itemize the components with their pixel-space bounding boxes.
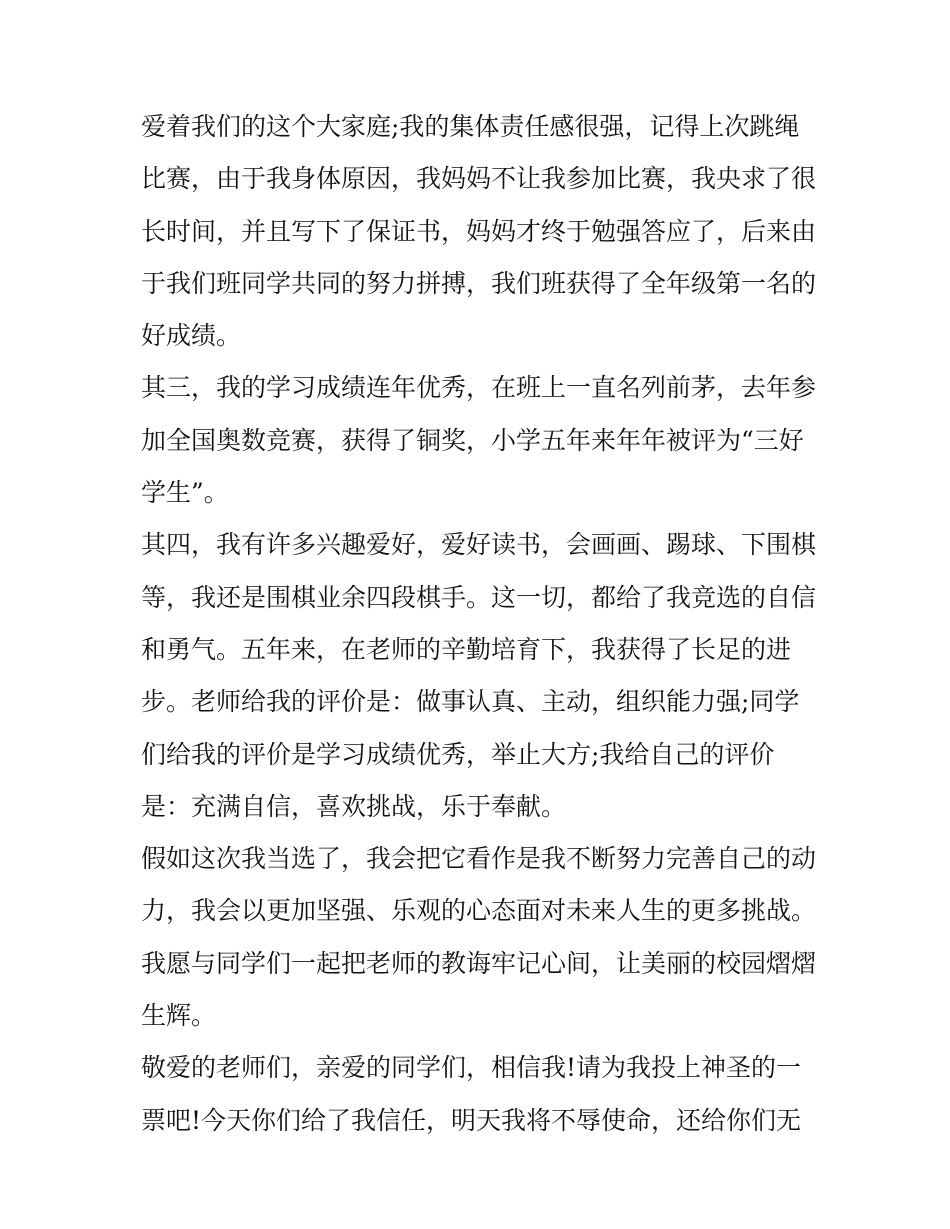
text-line: 力，我会以更加坚强、乐观的心态面对未来人生的更多挑战。	[141, 896, 817, 926]
text-line: 学生”。	[141, 478, 229, 508]
text-line: 比赛，由于我身体原因，我妈妈不让我参加比赛，我央求了很	[141, 164, 817, 194]
text-line: 和勇气。五年来，在老师的辛勤培育下，我获得了长足的进	[141, 634, 792, 664]
text-line: 长时间，并且写下了保证书，妈妈才终于勉强答应了，后来由	[141, 216, 817, 246]
text-line: 步。老师给我的评价是：做事认真、主动，组织能力强;同学	[141, 687, 800, 717]
text-line: 生辉。	[141, 1001, 217, 1031]
text-line: 等，我还是围棋业余四段棋手。这一切，都给了我竞选的自信	[141, 582, 817, 612]
text-line: 假如这次我当选了，我会把它看作是我不断努力完善自己的动	[141, 844, 817, 874]
text-line: 票吧!今天你们给了我信任，明天我将不辱使命，还给你们无	[141, 1105, 802, 1135]
text-line: 爱着我们的这个大家庭;我的集体责任感很强，记得上次跳绳	[141, 112, 800, 141]
body-text	[141, 101, 821, 1147]
text-line: 好成绩。	[141, 321, 242, 351]
text-line: 于我们班同学共同的努力拼搏，我们班获得了全年级第一名的	[141, 268, 817, 298]
text-line: 加全国奥数竞赛，获得了铜奖，小学五年来年年被评为“三好	[141, 425, 804, 455]
text-line: 是：充满自信，喜欢挑战，乐于奉献。	[141, 791, 567, 821]
text-line: 其三，我的学习成绩连年优秀，在班上一直名列前茅，去年参	[141, 373, 817, 403]
text-line: 我愿与同学们一起把老师的教诲牢记心间，让美丽的校园熠熠	[141, 948, 817, 978]
text-line: 们给我的评价是学习成绩优秀，举止大方;我给自己的评价	[141, 739, 775, 769]
text-line: 敬爱的老师们，亲爱的同学们，相信我!请为我投上神圣的一	[141, 1053, 802, 1083]
text-line: 其四，我有许多兴趣爱好，爱好读书，会画画、踢球、下围棋	[141, 530, 817, 560]
